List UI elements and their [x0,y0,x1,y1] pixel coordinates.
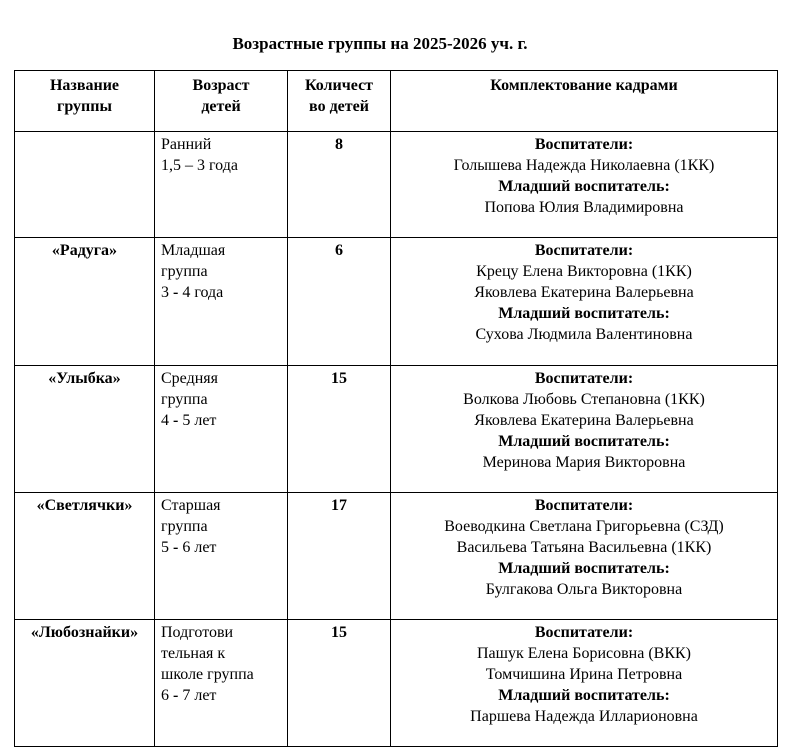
junior-name: Попова Юлия Владимировна [484,199,684,216]
group-name-cell: «Улыбка» [15,366,155,493]
educators-label: Воспитатели: [534,242,634,259]
count-cell: 15 [288,366,391,493]
educator-name: Васильева Татьяна Васильевна (1КК) [456,539,712,556]
age-cell: Старшая группа 5 - 6 лет [155,493,288,620]
staff-cell [391,366,778,493]
group-name-cell: «Светлячки» [15,493,155,620]
junior-label: Младший воспитатель: [498,178,670,195]
educator-name: Волкова Любовь Степановна (1КК) [463,391,705,408]
junior-name: Сухова Людмила Валентиновна [475,326,693,343]
table-row [15,620,778,747]
age-cell: Средняя группа 4 - 5 лет [155,366,288,493]
junior-name: Булгакова Ольга Викторовна [485,581,683,598]
count-cell: 15 [288,620,391,747]
junior-label: Младший воспитатель: [498,433,670,450]
educators-label: Воспитатели: [534,370,634,387]
table-row [15,132,778,238]
table-row [15,366,778,493]
table-row [15,493,778,620]
group-name-cell [15,132,155,238]
junior-label: Младший воспитатель: [498,305,670,322]
staff-cell [391,620,778,747]
staff-cell [391,238,778,366]
educator-name: Воеводкина Светлана Григорьевна (СЗД) [444,518,724,535]
header-children-count: Количест во детей [288,71,391,132]
header-group-name: Название группы [15,71,155,132]
count-cell: 8 [288,132,391,238]
educators-label: Воспитатели: [534,624,634,641]
count-cell: 17 [288,493,391,620]
educator-name: Пашук Елена Борисовна (ВКК) [476,645,691,662]
document-title: Возрастные группы на 2025-2026 уч. г. [232,34,528,53]
age-cell: Младшая группа 3 - 4 года [155,238,288,366]
junior-label: Младший воспитатель: [498,687,670,704]
staff-cell [391,132,778,238]
group-name-cell: «Любознайки» [15,620,155,747]
age-cell: Подготови тельная к школе группа 6 - 7 лет [155,620,288,747]
junior-name: Меринова Мария Викторовна [482,454,686,471]
educator-name: Голышева Надежда Николаевна (1КК) [453,157,715,174]
staff-cell [391,493,778,620]
junior-label: Младший воспитатель: [498,560,670,577]
educators-label: Воспитатели: [534,136,634,153]
count-cell: 6 [288,238,391,366]
educator-name: Крецу Елена Викторовна (1КК) [476,263,692,280]
group-name-cell: «Радуга» [15,238,155,366]
educators-label: Воспитатели: [534,497,634,514]
educator-name: Яковлева Екатерина Валерьевна [474,412,694,429]
educator-name: Томчишина Ирина Петровна [485,666,683,683]
header-staffing: Комплектование кадрами [391,71,778,132]
age-groups-table [14,70,778,747]
header-children-age: Возраст детей [155,71,288,132]
age-cell: Ранний 1,5 – 3 года [155,132,288,238]
educator-name: Яковлева Екатерина Валерьевна [474,284,694,301]
header-row [15,71,778,132]
table-row [15,238,778,366]
junior-name: Паршева Надежда Илларионовна [470,708,698,725]
